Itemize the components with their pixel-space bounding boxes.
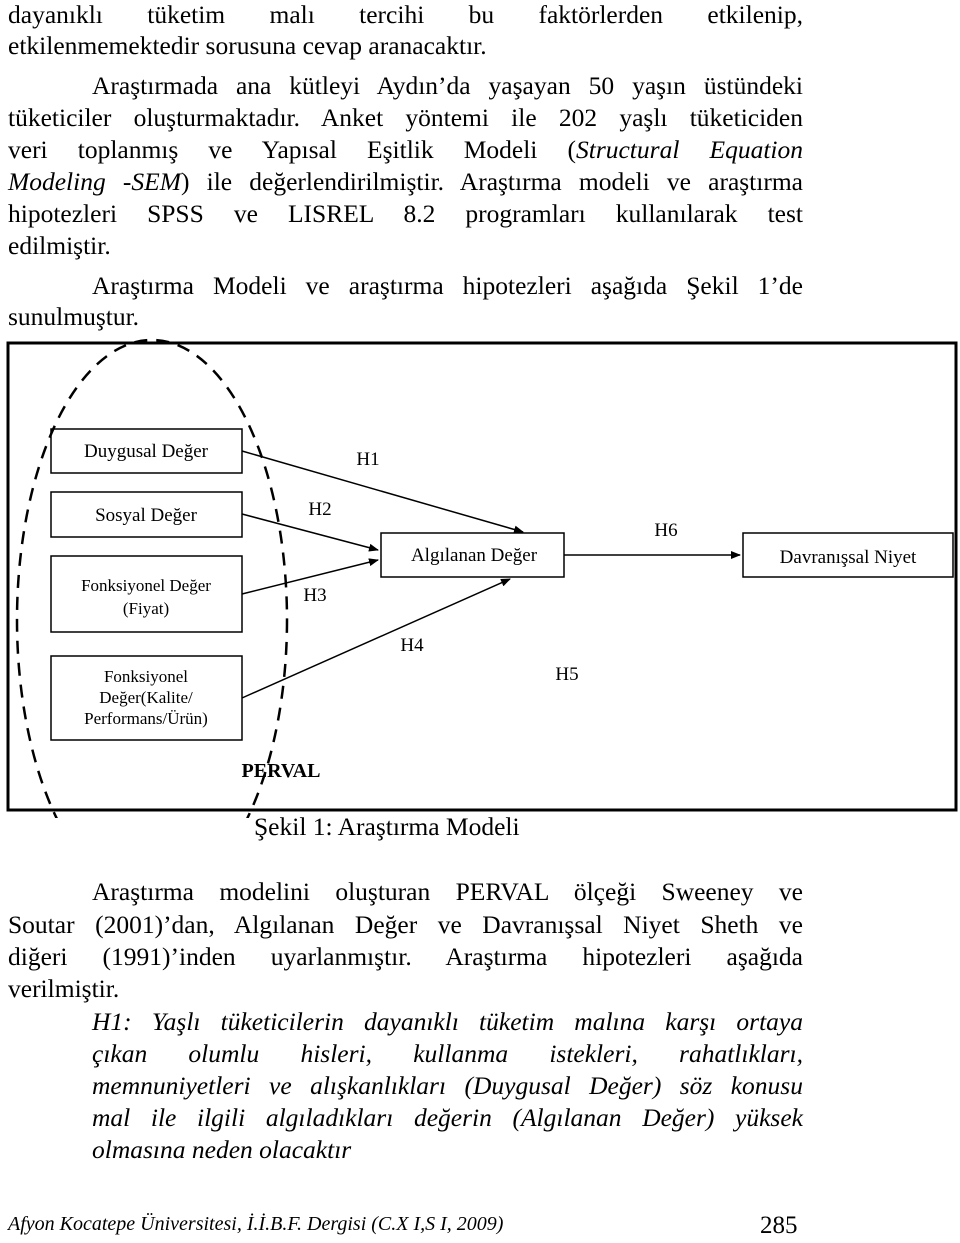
text-line: etkilenmemektedir sorusuna cevap aranacaktır.: [8, 31, 487, 60]
text-line: verilmiştir.: [8, 974, 120, 1003]
label-h1: H1: [356, 449, 380, 470]
hypothesis-line: olmasına neden olacaktır: [92, 1135, 352, 1164]
label-perval: PERVAL: [241, 760, 321, 782]
text-line: Soutar (2001)’dan, Algılanan Değer ve Davranışsal Niyet Sheth ve: [8, 910, 803, 939]
text-line: Araştırma Modeli ve araştırma hipotezleri aşağıda Şekil 1’de: [92, 271, 803, 300]
page-number: 285: [760, 1212, 798, 1239]
label-fonksiyonel-kalite-1: Fonksiyonel: [103, 667, 189, 686]
arrow-h4: [242, 579, 510, 698]
text-line: Modeling -SEM) ile değerlendirilmiştir. Araştırma modeli ve araştırma: [8, 167, 803, 196]
label-davranissal-niyet: Davranışsal Niyet: [779, 547, 917, 568]
hypothesis-line: memnuniyetleri ve alışkanlıkları (Duygusal Değer) söz konusu: [92, 1071, 803, 1100]
label-algilanan-deger: Algılanan Değer: [410, 545, 538, 566]
label-h4: H4: [400, 635, 424, 656]
label-duygusal-deger: Duygusal Değer: [84, 441, 208, 462]
research-model-figure: [0, 338, 960, 818]
text-line: hipotezleri SPSS ve LISREL 8.2 programları kullanılarak test: [8, 199, 803, 228]
text-line: diğeri (1991)’inden uyarlanmıştır. Araştırma hipotezleri aşağıda: [8, 942, 803, 971]
text-line: Araştırma modelini oluşturan PERVAL ölçeği Sweeney ve: [92, 877, 803, 906]
label-fonksiyonel-fiyat-1: Fonksiyonel Değer: [81, 576, 211, 595]
hypothesis-line: çıkan olumlu hisleri, kullanma istekleri, rahatlıkları,: [92, 1039, 803, 1068]
hypothesis-line: H1: Yaşlı tüketicilerin dayanıklı tüketim malına karşı ortaya: [92, 1007, 803, 1036]
label-h6: H6: [654, 520, 678, 541]
text-line: tüketiciler oluşturmaktadır. Anket yöntemi ile 202 yaşlı tüketiciden: [8, 103, 803, 132]
arrow-h1: [242, 451, 523, 532]
figure-caption: Şekil 1: Araştırma Modeli: [254, 812, 520, 841]
text-line: Araştırmada ana kütleyi Aydın’da yaşayan 50 yaşın üstündeki: [92, 71, 803, 100]
hypothesis-line: mal ile ilgili algıladıkları değerin (Algılanan Değer) yüksek: [92, 1103, 803, 1132]
label-fonksiyonel-kalite-3: Performans/Ürün): [84, 709, 208, 728]
journal-footer: Afyon Kocatepe Üniversitesi, İ.İ.B.F. Dergisi (C.X I,S I, 2009): [8, 1213, 504, 1235]
text-line: edilmiştir.: [8, 231, 111, 260]
text-line: sunulmuştur.: [8, 302, 140, 331]
text-line: dayanıklı tüketim malı tercihi bu faktörlerden etkilenip,: [8, 0, 803, 29]
label-h5: H5: [555, 664, 579, 685]
label-fonksiyonel-kalite-2: Değer(Kalite/: [99, 688, 193, 707]
label-h3: H3: [303, 585, 327, 606]
label-fonksiyonel-fiyat-2: (Fiyat): [122, 599, 170, 618]
label-sosyal-deger: Sosyal Değer: [95, 505, 197, 526]
text-line: veri toplanmış ve Yapısal Eşitlik Modeli (Structural Equation: [8, 135, 803, 164]
label-h2: H2: [308, 499, 332, 520]
